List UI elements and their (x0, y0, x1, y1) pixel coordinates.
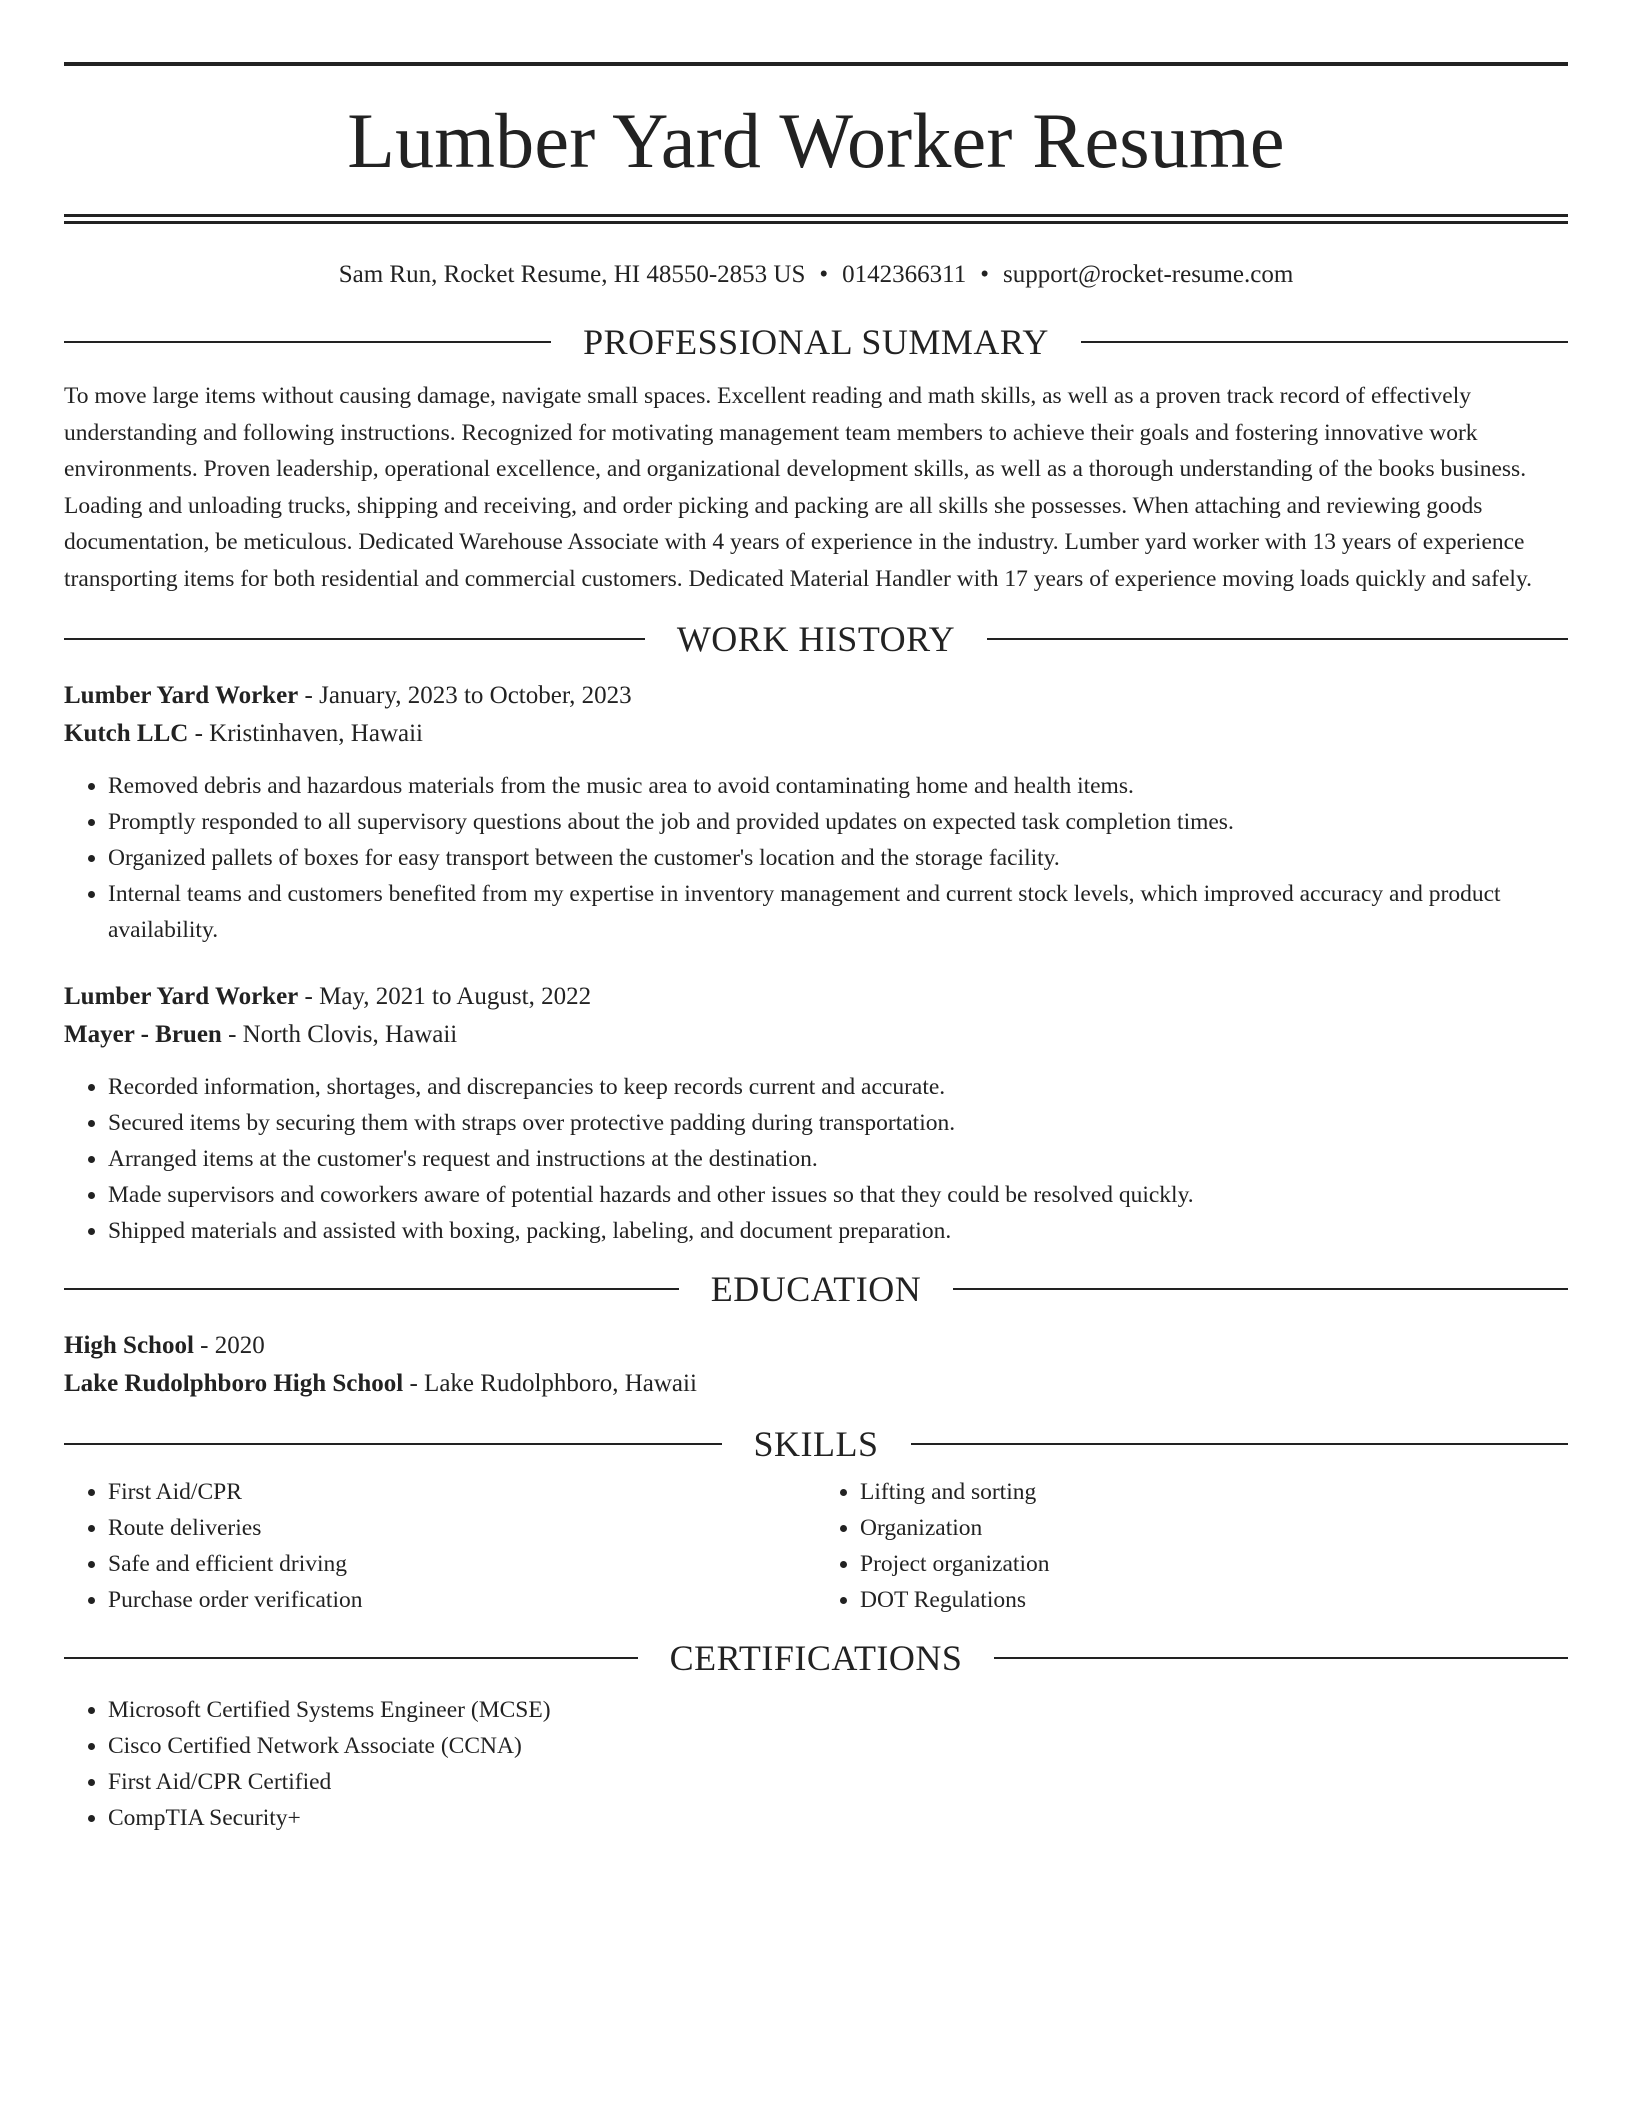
list-item: • Organization (860, 1510, 1568, 1546)
skills-column-right (816, 1474, 1568, 1618)
section-header-certifications (64, 1637, 1568, 1678)
certifications-list (64, 1692, 1568, 1836)
top-rule (64, 62, 1568, 66)
education-year: - 2020 (193, 1331, 265, 1359)
contact-address: Sam Run, Rocket Resume, HI 48550-2853 US (338, 261, 806, 288)
list-item: • Made supervisors and coworkers aware of potential hazards and other issues so that they could be resolved quickly. (108, 1177, 1568, 1213)
section-title: EDUCATION (710, 1268, 922, 1309)
list-item: • Organized pallets of boxes for easy transport between the customer's location and the storage facility. (108, 840, 1568, 876)
education-school-line (64, 1365, 1568, 1404)
list-item: • Secured items by securing them with straps over protective padding during transportation. (108, 1105, 1568, 1141)
section-title: SKILLS (753, 1423, 879, 1464)
list-item: • Removed debris and hazardous materials from the music area to avoid contaminating home and health items. (108, 768, 1568, 804)
divider-line (64, 1657, 638, 1659)
divider-line (64, 1443, 722, 1445)
section-header-skills (64, 1423, 1568, 1464)
contact-line (64, 262, 1568, 287)
resume-title: Lumber Yard Worker Resume (347, 97, 1285, 184)
skills-grid (64, 1474, 1568, 1618)
skills-column-left (64, 1474, 816, 1618)
job-company: Mayer - Bruen (64, 1021, 222, 1048)
list-item: • Purchase order verification (108, 1582, 816, 1618)
job-company-line (64, 1016, 1568, 1055)
education-location: - Lake Rudolphboro, Hawaii (403, 1370, 697, 1397)
list-item: • CompTIA Security+ (108, 1800, 1568, 1836)
job-location: - Kristinhaven, Hawaii (188, 720, 423, 747)
list-item: • Project organization (860, 1546, 1568, 1582)
job-entry (64, 978, 1568, 1249)
contact-phone: 0142366311 (842, 261, 967, 288)
job-title: Lumber Yard Worker (64, 982, 299, 1010)
list-item: • First Aid/CPR Certified (108, 1764, 1568, 1800)
section-title: PROFESSIONAL SUMMARY (583, 322, 1049, 362)
list-item: • Route deliveries (108, 1510, 816, 1546)
list-item: • Shipped materials and assisted with boxing, packing, labeling, and document preparation. (108, 1213, 1568, 1249)
job-entry (64, 677, 1568, 948)
list-item: • First Aid/CPR (108, 1474, 816, 1510)
job-company-line (64, 715, 1568, 754)
job-bullets (64, 1069, 1568, 1249)
list-item: • Safe and efficient driving (108, 1546, 816, 1582)
job-bullets (64, 768, 1568, 948)
list-item: • DOT Regulations (860, 1582, 1568, 1618)
summary-paragraph: To move large items without causing damage, navigate small spaces. Excellent reading and math skills, as well as a proven track record of effectively understanding and following instructions. Recognized for motivating management team members to achieve their goals and fostering innovative work environments. Proven leadership, operational excellence, and organizational development skills, as well as a thorough understanding of the books business. Loading and unloading trucks, shipping and receiving, and order picking and packing are all skills she possesses. When attaching and reviewing goods documentation, be meticulous. Dedicated Warehouse Associate with 4 years of experience in the industry. Lumber yard worker with 13 years of experience transporting items for both residential and commercial customers. Dedicated Material Handler with 17 years of experience moving loads quickly and safely. (64, 383, 1533, 592)
section-title: WORK HISTORY (676, 618, 956, 659)
education-degree-line (64, 1327, 1568, 1366)
section-title: CERTIFICATIONS (669, 1637, 963, 1678)
job-location: - North Clovis, Hawaii (221, 1021, 458, 1048)
list-item: • Recorded information, shortages, and discrepancies to keep records current and accurate. (108, 1069, 1568, 1105)
job-dates: - May, 2021 to August, 2022 (298, 982, 592, 1010)
contact-separator: • (980, 261, 989, 288)
divider-line (64, 341, 551, 343)
list-item: • Microsoft Certified Systems Engineer (MCSE) (108, 1692, 1568, 1728)
divider-line (994, 1657, 1568, 1659)
job-title: Lumber Yard Worker (64, 681, 299, 709)
list-item: • Lifting and sorting (860, 1474, 1568, 1510)
contact-email: support@rocket-resume.com (1002, 261, 1294, 288)
job-dates: - January, 2023 to October, 2023 (298, 681, 632, 709)
list-item: • Promptly responded to all supervisory questions about the job and provided updates on expected task completion times. (108, 804, 1568, 840)
divider-line (911, 1443, 1569, 1445)
section-header-education (64, 1268, 1568, 1309)
title-double-rule (64, 214, 1568, 224)
divider-line (953, 1288, 1568, 1290)
job-title-line (64, 978, 1568, 1017)
divider-line (1081, 341, 1568, 343)
list-item: • Internal teams and customers benefited from my expertise in inventory management and current stock levels, which improved accuracy and product availability. (108, 876, 1568, 948)
divider-line (64, 1288, 679, 1290)
divider-line (987, 638, 1568, 640)
job-company: Kutch LLC (64, 720, 189, 747)
section-header-work-history (64, 618, 1568, 659)
list-item: • Arranged items at the customer's request and instructions at the destination. (108, 1141, 1568, 1177)
section-header-summary (64, 324, 1568, 360)
education-entry (64, 1327, 1568, 1404)
education-degree: High School (64, 1331, 194, 1359)
contact-separator: • (819, 261, 829, 288)
job-title-line (64, 677, 1568, 716)
education-school: Lake Rudolphboro High School (64, 1370, 404, 1397)
divider-line (64, 638, 645, 640)
list-item: • Cisco Certified Network Associate (CCNA) (108, 1728, 1568, 1764)
